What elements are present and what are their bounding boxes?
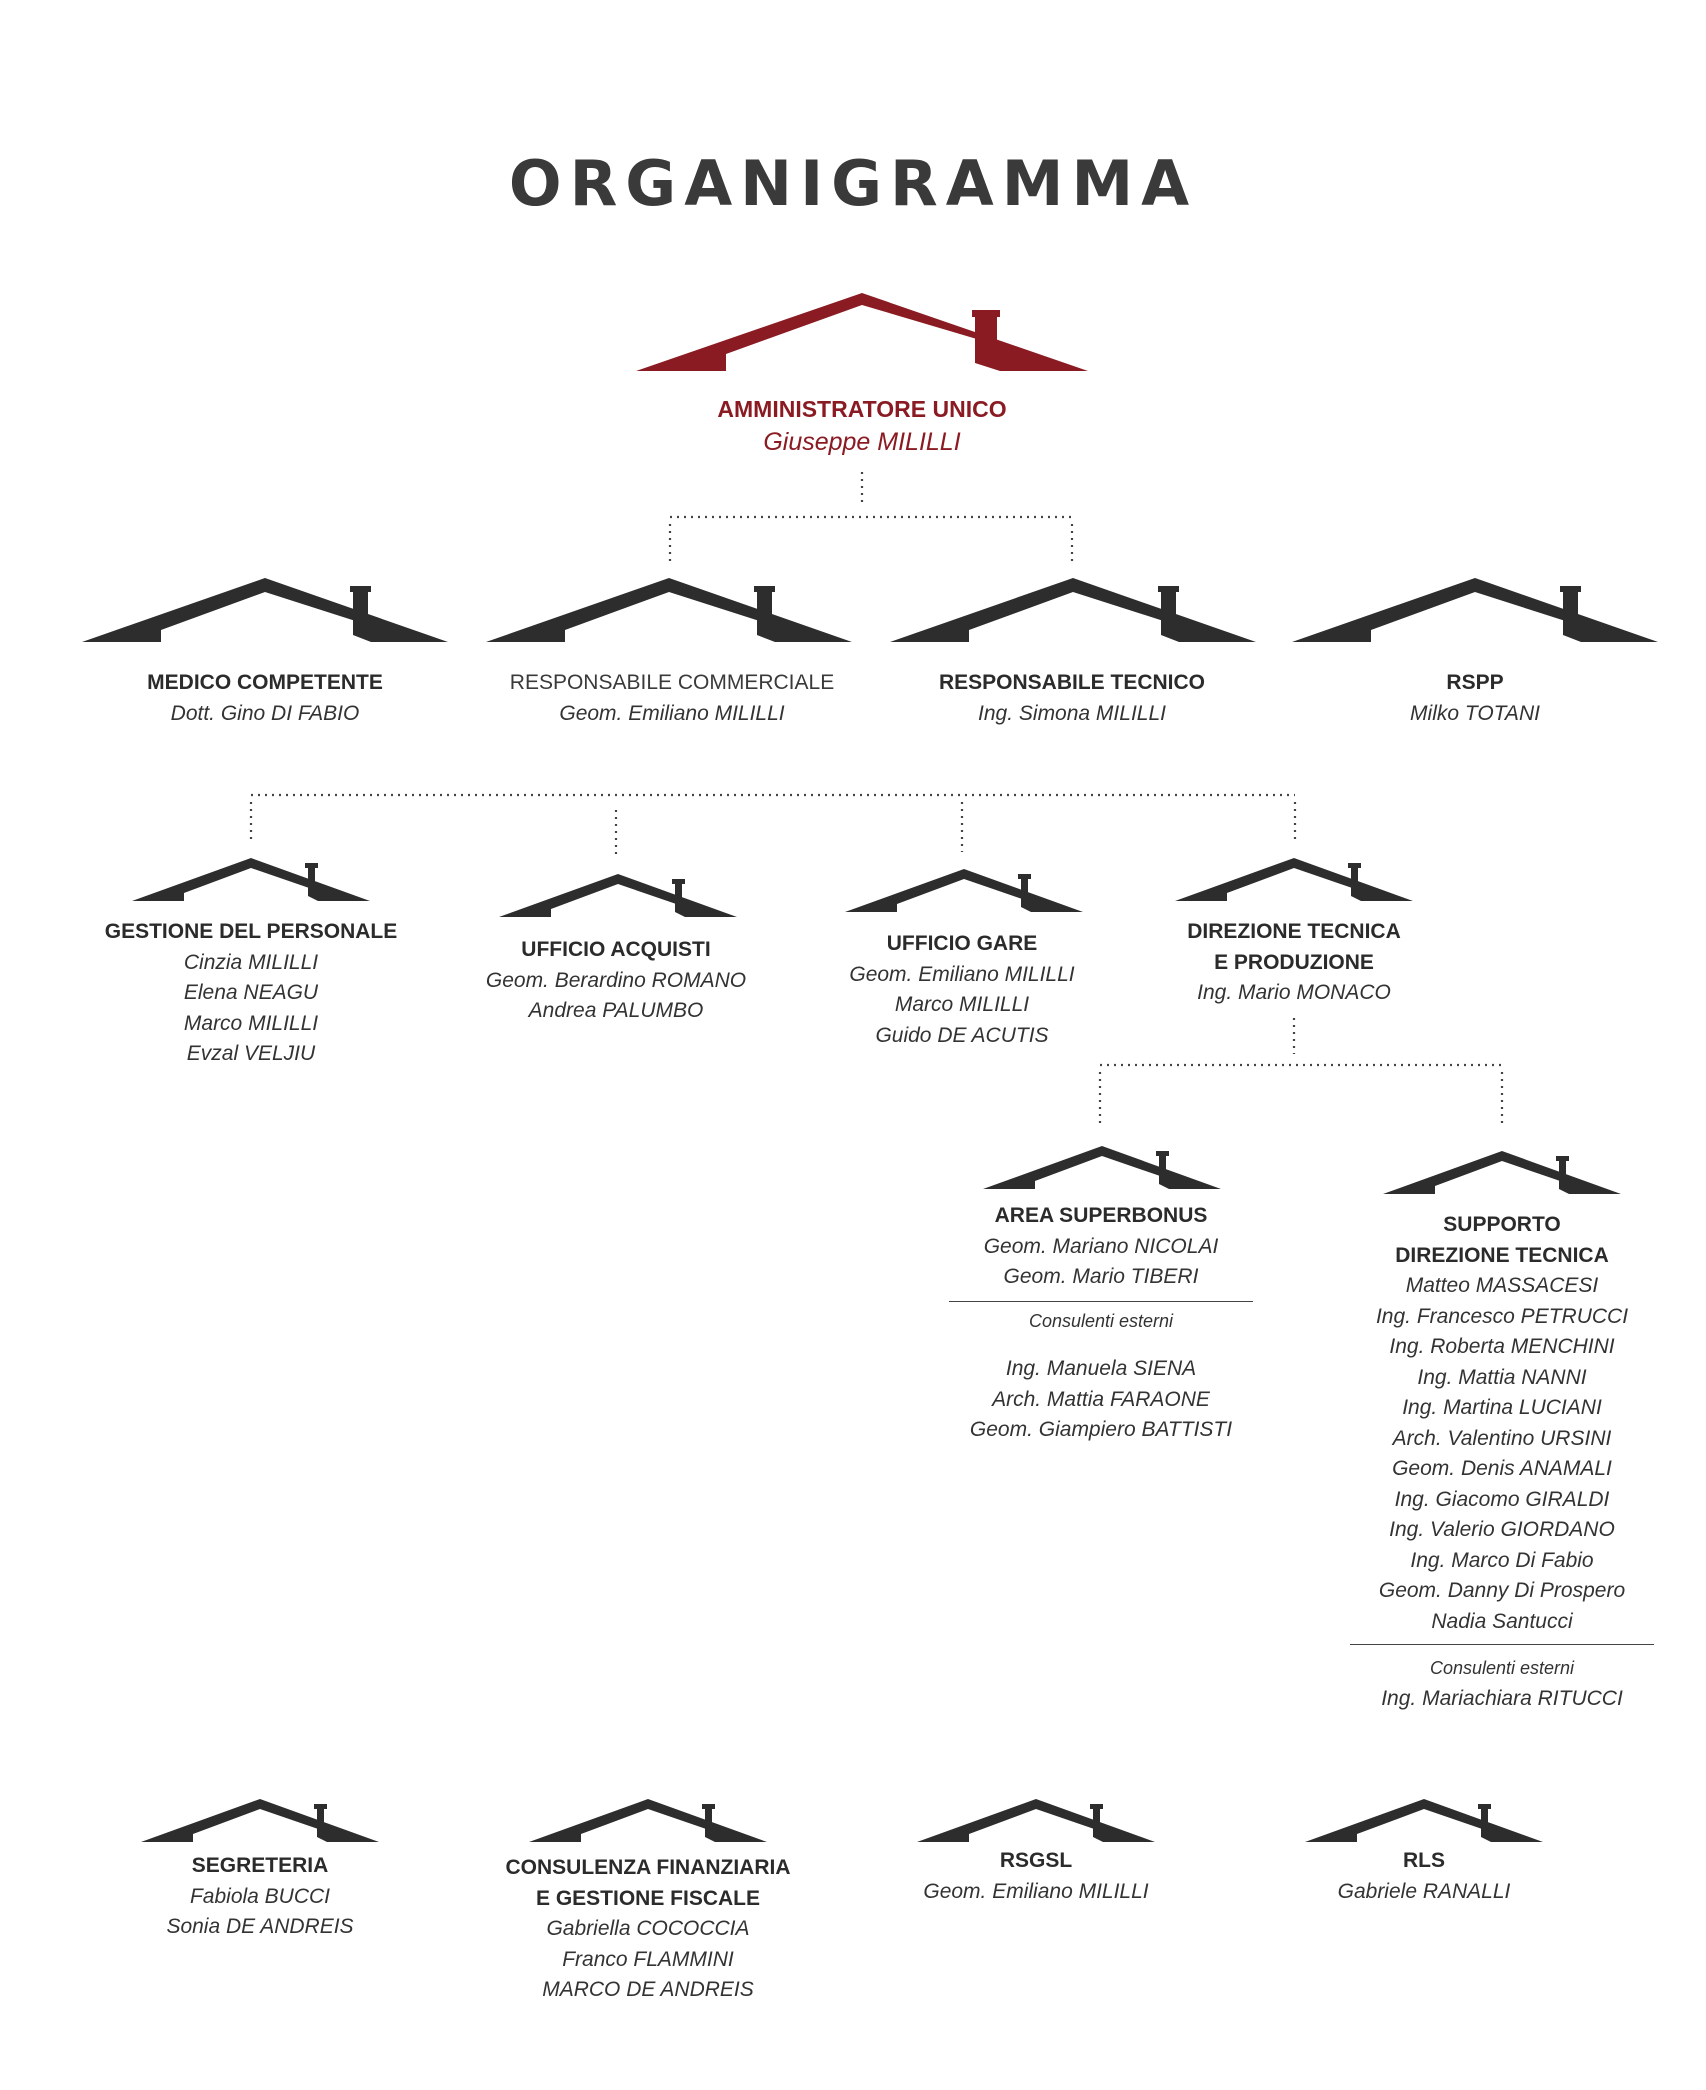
roof-icon [132, 858, 370, 901]
node-person: Milko TOTANI [1410, 701, 1540, 725]
node-responsabile-tecnico [939, 668, 1205, 729]
node-person: Gabriele RANALLI [1337, 1879, 1511, 1903]
roof-icon [917, 1799, 1155, 1842]
roof-icon [983, 1146, 1221, 1189]
node-role: DIREZIONE TECNICA [1187, 920, 1401, 943]
roof-icon [636, 293, 1089, 373]
node-area-superbonus [949, 1201, 1253, 1446]
node-role: UFFICIO ACQUISTI [521, 938, 711, 961]
node-person: Giuseppe MILILLI [763, 427, 961, 456]
node-supporto-direzione-tecnica [1350, 1210, 1654, 1714]
node-person: Geom. Giampiero BATTISTI [969, 1418, 1233, 1441]
roof-icon [845, 869, 1083, 912]
node-segreteria [166, 1851, 353, 1943]
divider [949, 1301, 1253, 1302]
node-person: Ing. Valerio GIORDANO [1389, 1518, 1615, 1541]
node-role: RESPONSABILE TECNICO [938, 671, 1206, 694]
node-ufficio-acquisti [486, 935, 746, 1027]
node-medico-competente [147, 668, 383, 729]
node-role: RSPP [1446, 671, 1504, 694]
node-person: Ing. Mariachiara RITUCCI [1381, 1686, 1623, 1710]
roof-icon [1305, 1799, 1543, 1842]
node-person: Ing. Giacomo GIRALDI [1394, 1487, 1610, 1511]
node-person: Ing. Mario MONACO [1197, 981, 1391, 1004]
node-person: Geom. Denis ANAMALI [1392, 1457, 1612, 1480]
node-consulenza-finanziaria [505, 1853, 790, 2006]
node-role: AREA SUPERBONUS [994, 1204, 1208, 1227]
node-role: E GESTIONE FISCALE [535, 1886, 761, 1910]
node-role: E PRODUZIONE [1214, 950, 1374, 974]
node-person: Dott. Gino DI FABIO [170, 701, 360, 725]
node-person: Ing. Roberta MENCHINI [1389, 1335, 1615, 1358]
external-consultants-label: Consulenti esterni [1429, 1658, 1575, 1678]
node-person: Ing. Martina LUCIANI [1402, 1396, 1602, 1419]
node-role: RESPONSABILE COMMERCIALE [509, 671, 835, 694]
divider [1350, 1644, 1654, 1645]
page-title: ORGANIGRAMMA [508, 147, 1198, 220]
node-responsabile-commerciale [510, 668, 834, 729]
roof-icon [486, 578, 852, 642]
node-person: Geom. Emiliano MILILLI [849, 962, 1075, 986]
node-person: Nadia Santucci [1431, 1609, 1573, 1633]
node-person: Ing. Manuela SIENA [1005, 1357, 1197, 1380]
node-person: Marco MILILLI [183, 1011, 319, 1035]
node-role: DIREZIONE TECNICA [1395, 1243, 1609, 1267]
node-person: Elena NEAGU [183, 981, 319, 1004]
node-person: Ing. Mattia NANNI [1417, 1365, 1587, 1389]
node-person: Matteo MASSACESI [1405, 1274, 1599, 1297]
node-role: GESTIONE DEL PERSONALE [104, 920, 398, 943]
node-person: Cinzia MILILLI [183, 950, 319, 974]
node-direzione-tecnica [1187, 917, 1401, 1009]
node-role: MEDICO COMPETENTE [147, 671, 383, 694]
node-person: Geom. Mario TIBERI [1003, 1265, 1199, 1288]
node-ufficio-gare [849, 929, 1074, 1051]
node-person: Gabriella COCOCCIA [546, 1917, 750, 1940]
node-rsgsl [923, 1846, 1148, 1907]
node-person: Geom. Emiliano MILILLI [559, 701, 785, 725]
roof-icon [1175, 858, 1413, 901]
roof-icon [529, 1799, 767, 1842]
node-person: Evzal VELJIU [186, 1042, 316, 1065]
node-role: RLS [1403, 1849, 1445, 1872]
node-person: Arch. Valentino URSINI [1392, 1426, 1612, 1450]
node-amministratore-unico [717, 394, 1006, 459]
roof-icon [82, 578, 448, 642]
node-person: Geom. Danny Di Prospero [1378, 1579, 1626, 1602]
node-person: MARCO DE ANDREIS [542, 1978, 754, 2001]
node-gestione-personale [105, 917, 398, 1070]
node-person: Geom. Mariano NICOLAI [983, 1234, 1219, 1258]
node-person: Geom. Emiliano MILILLI [923, 1879, 1149, 1903]
node-person: Fabiola BUCCI [189, 1884, 331, 1908]
node-rspp [1410, 668, 1540, 729]
node-person: Arch. Mattia FARAONE [992, 1387, 1210, 1411]
node-person: Franco FLAMMINI [562, 1947, 734, 1971]
roof-icon [1292, 578, 1658, 642]
node-role: SUPPORTO [1443, 1213, 1561, 1236]
roof-icon [890, 578, 1256, 642]
node-role: CONSULENZA FINANZIARIA [505, 1856, 791, 1879]
node-rls [1338, 1846, 1511, 1907]
node-role: RSGSL [999, 1849, 1073, 1872]
node-person: Marco MILILLI [894, 993, 1030, 1016]
node-role: UFFICIO GARE [886, 932, 1038, 955]
node-person: Sonia DE ANDREIS [166, 1915, 354, 1938]
node-person: Geom. Berardino ROMANO [485, 968, 747, 992]
node-role: AMMINISTRATORE UNICO [717, 396, 1007, 422]
external-consultants-label: Consulenti esterni [1028, 1310, 1174, 1331]
node-person: Guido DE ACUTIS [875, 1023, 1049, 1047]
node-person: Andrea PALUMBO [528, 999, 704, 1022]
roof-icon [499, 874, 737, 917]
node-person: Ing. Francesco PETRUCCI [1375, 1304, 1629, 1328]
node-person: Ing. Simona MILILLI [978, 701, 1166, 725]
node-person: Ing. Marco Di Fabio [1410, 1548, 1594, 1572]
roof-icon [1383, 1151, 1621, 1194]
roof-icon [141, 1799, 379, 1842]
node-role: SEGRETERIA [191, 1854, 329, 1877]
